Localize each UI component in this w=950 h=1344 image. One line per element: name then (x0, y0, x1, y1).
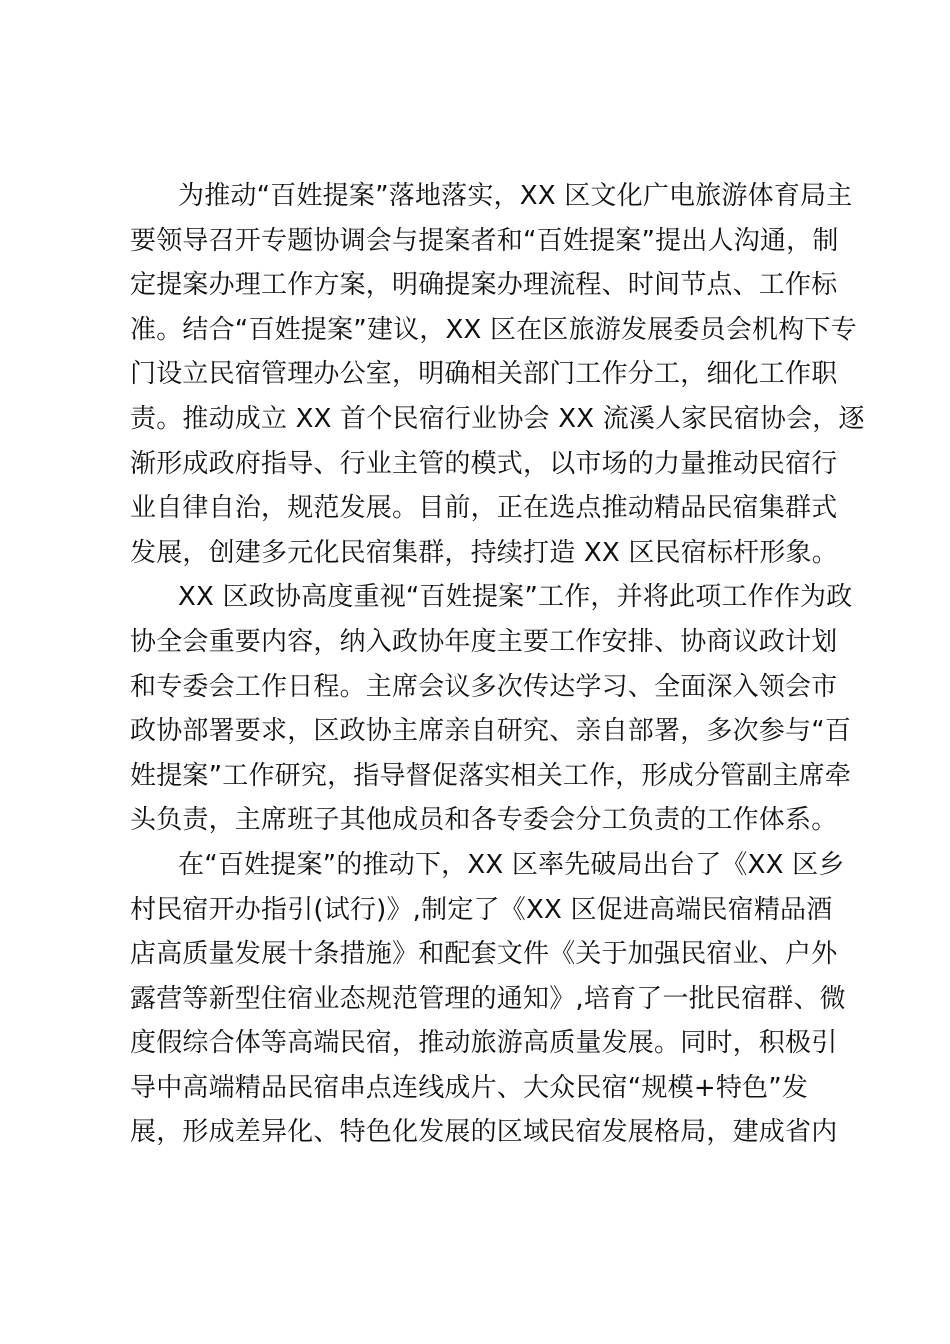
text-line: 导中高端精品民宿串点连线成片、大众民宿“规模+特色”发 (130, 1072, 809, 1103)
text-line: 渐形成政府指导、行业主管的模式，以市场的力量推动民宿行 (130, 448, 838, 479)
text-line: 露营等新型住宿业态规范管理的通知》,培育了一批民宿群、微 (130, 983, 846, 1014)
text-line: 在“百姓提案”的推动下，XX 区率先破局出台了《XX 区乡 (178, 849, 845, 880)
text-line: 为推动“百姓提案”落地落实，XX 区文化广电旅游体育局主 (178, 181, 853, 211)
text-line: 门设立民宿管理办公室，明确相关部门工作分工，细化工作职 (130, 359, 838, 390)
text-line: 发展，创建多元化民宿集群，持续打造 XX 区民宿标杆形象。 (130, 537, 838, 568)
paragraph (130, 843, 846, 1155)
text-line: 业自律自治，规范发展。目前，正在选点推动精品民宿集群式 (130, 493, 838, 524)
text-line: 头负责，主席班子其他成员和各专委会分工负责的工作体系。 (130, 805, 838, 836)
text-line: 责。推动成立 XX 首个民宿行业协会 XX 流溪人家民宿协会，逐 (130, 403, 865, 434)
text-line: XX 区政协高度重视“百姓提案”工作，并将此项工作作为政 (178, 582, 853, 613)
text-line: 准。结合“百姓提案”建议，XX 区在区旅游发展委员会机构下专 (130, 314, 857, 345)
paragraph (130, 575, 853, 843)
text-line: 政协部署要求，区政协主席亲自研究、亲自部署，多次参与“百 (130, 716, 852, 747)
text-line: 姓提案”工作研究，指导督促落实相关工作，形成分管副主席牵 (130, 760, 852, 791)
text-line: 度假综合体等高端民宿，推动旅游高质量发展。同时，积极引 (130, 1028, 838, 1059)
text-line: 和专委会工作日程。主席会议多次传达学习、全面深入领会市 (130, 671, 838, 702)
document-body (130, 174, 865, 1155)
paragraph (130, 174, 865, 575)
text-line: 展，形成差异化、特色化发展的区域民宿发展格局，建成省内 (130, 1117, 838, 1148)
text-line: 要领导召开专题协调会与提案者和“百姓提案”提出人沟通，制 (130, 225, 839, 256)
text-line: 协全会重要内容，纳入政协年度主要工作安排、协商议政计划 (130, 626, 838, 657)
text-line: 村民宿开办指引(试行)》,制定了《XX 区促进高端民宿精品酒 (130, 894, 833, 925)
text-line: 店高质量发展十条措施》和配套文件《关于加强民宿业、户外 (130, 939, 838, 970)
text-line: 定提案办理工作方案，明确提案办理流程、时间节点、工作标 (130, 270, 838, 301)
